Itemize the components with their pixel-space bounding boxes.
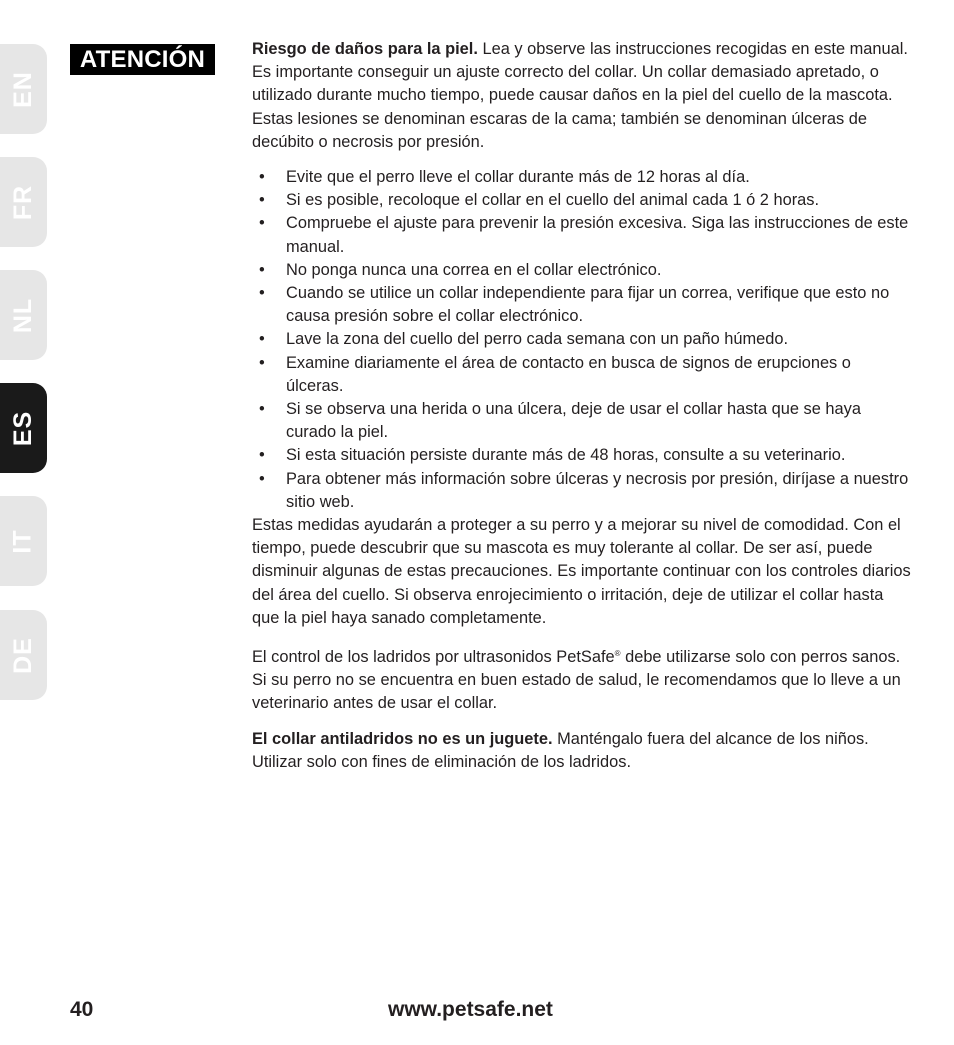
tab-label: FR <box>8 184 37 220</box>
list-item: • Examine diariamente el área de contacto en busca de signos de erupciones o úlceras. <box>252 352 912 398</box>
health-text-start: El control de los ladridos por ultrasonidos PetSafe <box>252 648 615 667</box>
list-item: • Compruebe el ajuste para prevenir la presión excesiva. Siga las instrucciones de este manual. <box>252 212 912 258</box>
registered-mark: ® <box>614 649 621 659</box>
intro-text: Lea y observe las instrucciones recogidas en este manual. Es importante conseguir un ajuste correcto del collar. Un collar demasiado apretado, o utilizado durante mucho tiempo, puede causar daños en la piel del cuello de la mascota. Estas lesiones se denominan escaras de la cama; también se denominan úlceras de decúbito o necrosis por presión. <box>252 40 908 151</box>
main-content <box>252 38 912 774</box>
toy-warning-heading: El collar antiladridos no es un juguete. <box>252 729 553 748</box>
list-item: • Lave la zona del cuello del perro cada semana con un paño húmedo. <box>252 328 912 351</box>
toy-warning-text: Manténgalo fuera del alcance de los niños. Utilizar solo con fines de eliminación de los ladridos. <box>252 729 869 771</box>
footer-url: www.petsafe.net <box>388 998 553 1021</box>
tab-es[interactable] <box>0 383 47 473</box>
tab-label: EN <box>8 70 37 108</box>
tab-nl[interactable] <box>0 270 47 360</box>
list-item: • Cuando se utilice un collar independiente para fijar un correa, verifique que esto no causa presión sobre el collar electrónico. <box>252 282 912 328</box>
tab-label: IT <box>9 528 37 554</box>
intro-paragraph <box>252 38 912 154</box>
tab-it[interactable] <box>0 496 47 586</box>
precautions-list <box>252 166 912 514</box>
list-item: • Si se observa una herida o una úlcera, deje de usar el collar hasta que se haya curado la piel. <box>252 398 912 444</box>
intro-heading: Riesgo de daños para la piel. <box>252 40 478 58</box>
toy-warning-paragraph <box>252 728 912 774</box>
tab-fr[interactable] <box>0 157 47 247</box>
tab-label: ES <box>8 410 37 446</box>
warning-label: ATENCIÓN <box>70 44 215 75</box>
list-item: • Si es posible, recoloque el collar en el cuello del animal cada 1 ó 2 horas. <box>252 189 912 212</box>
list-item: • Para obtener más información sobre úlceras y necrosis por presión, diríjase a nuestro sitio web. <box>252 468 912 514</box>
list-item: • No ponga nunca una correa en el collar electrónico. <box>252 259 912 282</box>
tab-label: NL <box>8 297 37 333</box>
measures-paragraph: Estas medidas ayudarán a proteger a su perro y a mejorar su nivel de comodidad. Con el tiempo, puede descubrir que su mascota es muy tolerante al collar. De ser así, puede disminuir algunas de estas precauciones. Es importante continuar con los controles diarios del área del cuello. Si observa enrojecimiento o irritación, deje de utilizar el collar hasta que la piel haya sanado completamente. <box>252 516 911 627</box>
health-paragraph <box>252 642 912 716</box>
tab-en[interactable] <box>0 44 47 134</box>
page-number: 40 <box>70 998 94 1021</box>
list-item: • Si esta situación persiste durante más de 48 horas, consulte a su veterinario. <box>252 444 912 467</box>
health-text-end: debe utilizarse solo con perros sanos. Si su perro no se encuentra en buen estado de salud, le recomendamos que lo lleve a un veterinario antes de usar el collar. <box>252 648 901 713</box>
tab-label: DE <box>8 636 37 674</box>
tab-de[interactable] <box>0 610 47 700</box>
list-item: • Evite que el perro lleve el collar durante más de 12 horas al día. <box>252 166 912 189</box>
